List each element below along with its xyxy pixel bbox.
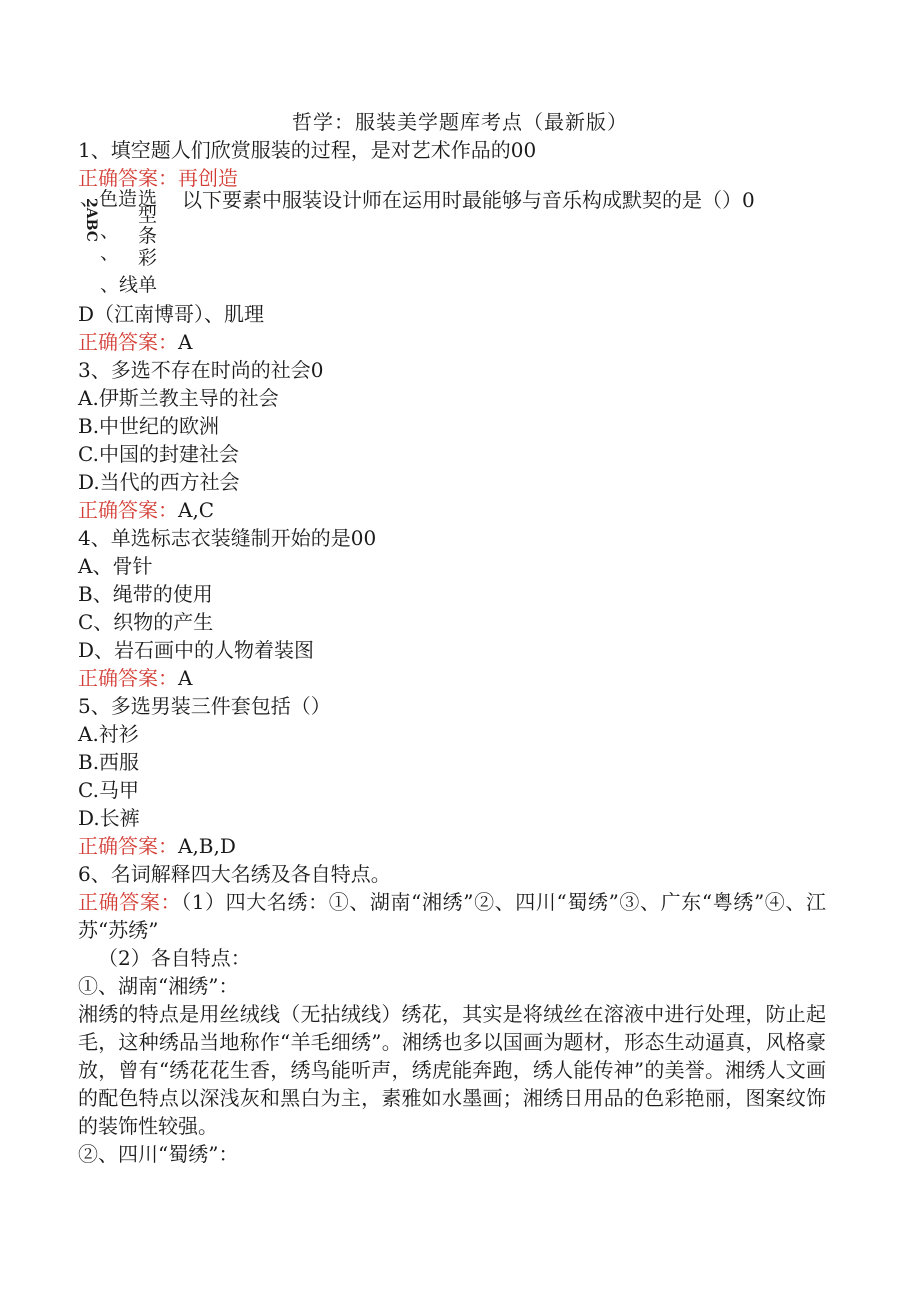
q6-answer [78, 888, 826, 944]
q6-subheading: ①、湖南“湘绣”： [78, 974, 239, 998]
answer-label: 正确答案： [78, 166, 178, 190]
q3-answer [78, 496, 826, 524]
q4-option: A、骨针 [78, 554, 153, 578]
q2-stem: 以下要素中服装设计师在运用时最能够与音乐构成默契的是（）0 [182, 188, 755, 212]
q2-vertical-labels: 2ABC [83, 198, 99, 242]
q2-answer [78, 328, 826, 356]
q2-fragment: 型 [138, 204, 158, 226]
q3-option: D.当代的西方社会 [78, 470, 240, 494]
q4-answer [78, 664, 826, 692]
q2-fragment: 条 [138, 225, 158, 247]
q2-fragment: 、 [100, 242, 120, 264]
q5-text: 5、多选男装三件套包括（） [78, 694, 331, 718]
q3-option: C.中国的封建社会 [78, 442, 239, 466]
q2-fragment: 彩 [138, 247, 158, 269]
q2-fragment: 、色造 [80, 188, 138, 210]
q2-garbled-block [78, 188, 826, 300]
q6-answer-part2: （2）各自特点： [98, 946, 251, 970]
q1-text: 1、填空题人们欣赏服装的过程，是对艺术作品的00 [78, 138, 537, 162]
q5-answer [78, 832, 826, 860]
answer-label: 正确答案： [78, 666, 178, 690]
answer-label: 正确答案： [78, 890, 182, 914]
q5-option: A.衬衫 [78, 722, 139, 746]
q6-paragraph: 湘绣的特点是用丝绒线（无拈绒线）绣花，其实是将绒丝在溶液中进行处理，防止起毛，这种绣品当地称作“羊毛细绣”。湘绣也多以国画为题材，形态生动逼真，风格豪放，曾有“绣花花生香，绣鸟能听声，绣虎能奔跑，绣人能传神”的美誉。湘绣人文画的配色特点以深浅灰和黑白为主，素雅如水墨画；湘绣日用品的色彩艳丽，图案纹饰的装饰性较强。 [78, 1002, 826, 1138]
q2-fragment: 、 [100, 220, 120, 242]
q6-text: 6、名词解释四大名绣及各自特点。 [78, 862, 391, 886]
q5-option: D.长裤 [78, 806, 140, 830]
q4-option: C、织物的产生 [78, 610, 214, 634]
answer-label: 正确答案： [78, 834, 178, 858]
q4-answer-value: A [178, 666, 193, 690]
q4-option: D、岩石画中的人物着装图 [78, 638, 315, 662]
q5-option: B.西服 [78, 750, 140, 774]
q2-fragment: 、线单 [100, 274, 158, 296]
q6-answer-part1: （1）四大名绣：①、湖南“湘绣”②、四川“蜀绣”③、广东“粤绣”④、江苏“苏绣” [78, 890, 827, 942]
q4-text: 4、单选标志衣装缝制开始的是00 [78, 526, 377, 550]
q5-answer-value: A,B,D [178, 834, 236, 858]
document-body [78, 136, 826, 1168]
q3-option: A.伊斯兰教主导的社会 [78, 386, 279, 410]
q4-option: B、绳带的使用 [78, 582, 213, 606]
q3-text: 3、多选不存在时尚的社会0 [78, 358, 324, 382]
q2-option-d: D（江南博哥）、肌理 [78, 302, 265, 326]
answer-label: 正确答案： [78, 498, 178, 522]
q2-fragment: 选 [138, 188, 158, 210]
answer-label: 正确答案： [78, 330, 178, 354]
document-title: 哲学：服装美学题库考点（最新版） [292, 110, 628, 134]
q6-subheading: ②、四川“蜀绣”： [78, 1142, 239, 1166]
q2-answer-value: A [178, 330, 193, 354]
q5-option: C.马甲 [78, 778, 139, 802]
q3-answer-value: A,C [178, 498, 215, 522]
q1-answer-value: 再创造 [178, 166, 238, 190]
q3-option: B.中世纪的欧洲 [78, 414, 220, 438]
